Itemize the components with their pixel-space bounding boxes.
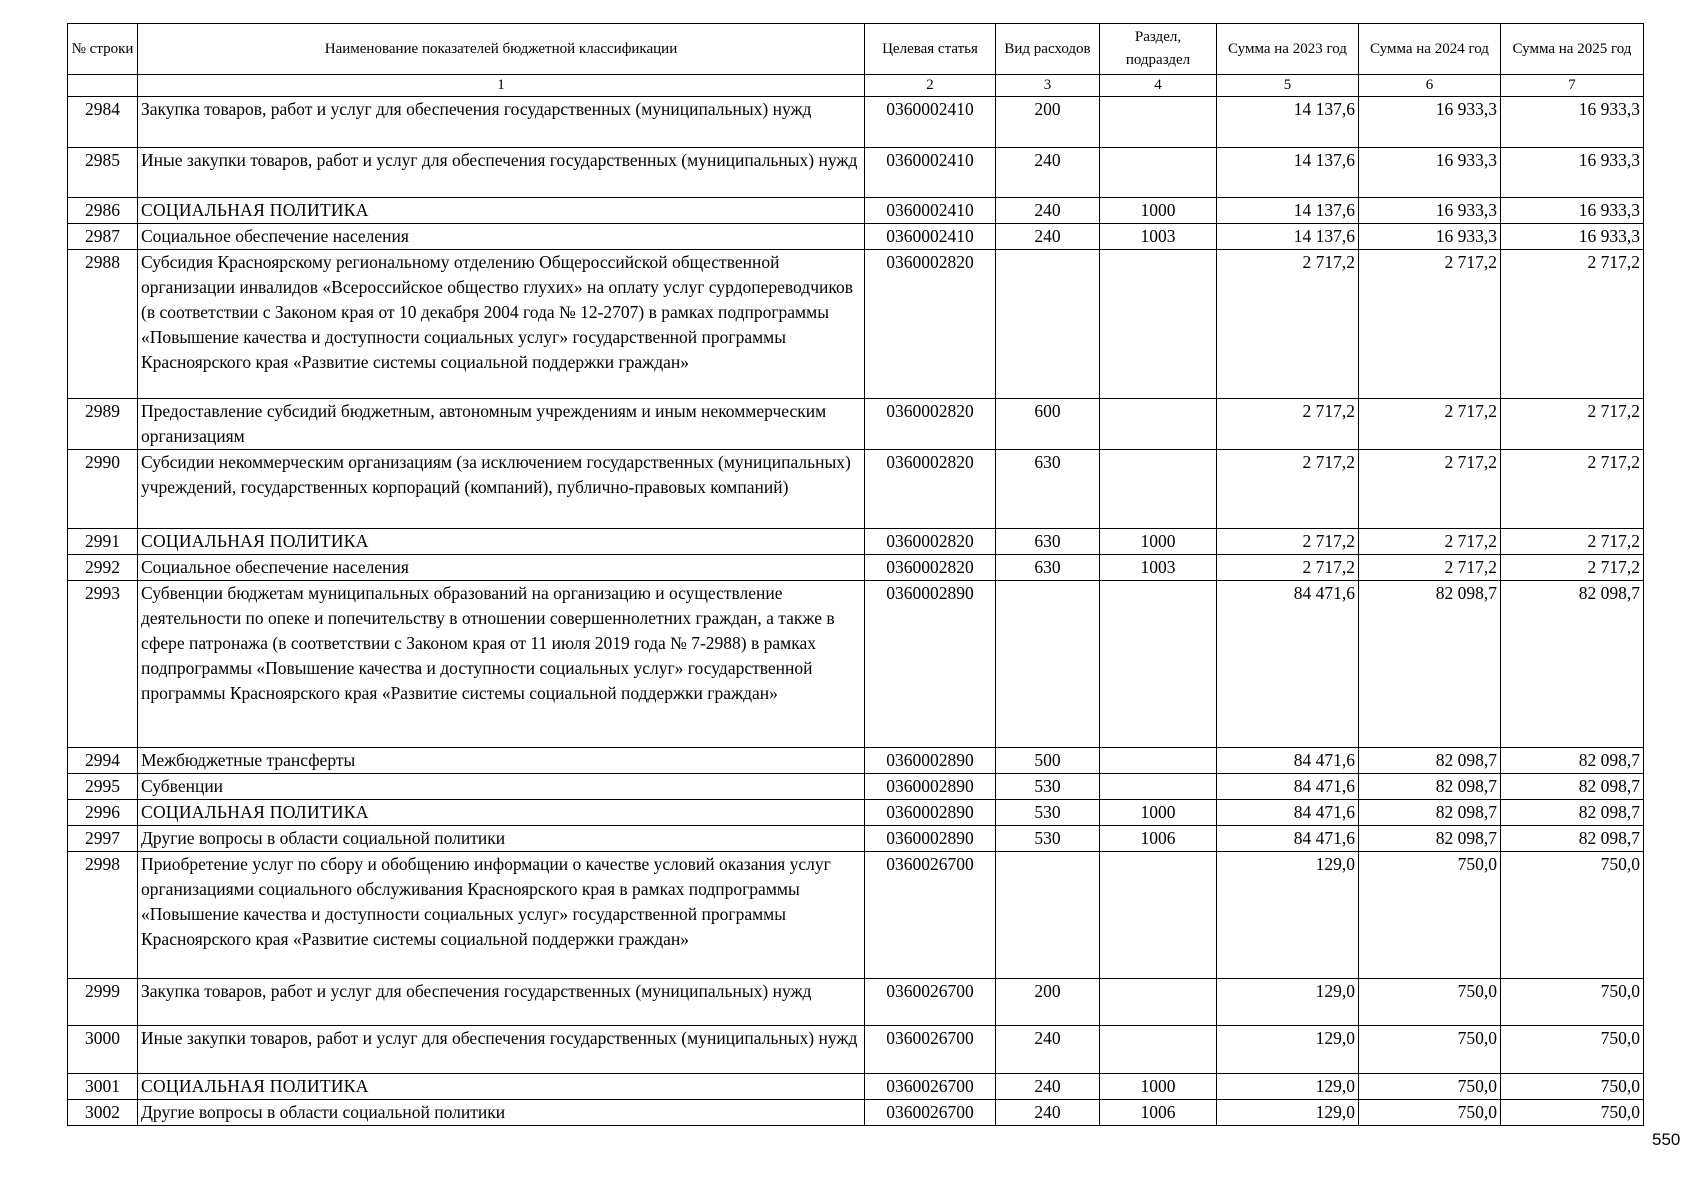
- sum-2023: 129,0: [1217, 1100, 1359, 1126]
- expense-kind: 240: [996, 224, 1100, 250]
- table-row: [68, 148, 1644, 198]
- section-code: [1100, 979, 1217, 1026]
- page-number: 550: [1652, 1130, 1681, 1149]
- sum-2024: 750,0: [1359, 1074, 1501, 1100]
- row-number: 2994: [68, 748, 138, 774]
- section-code: [1100, 450, 1217, 529]
- table-row: [68, 1074, 1644, 1100]
- header-kind: Вид расходов: [996, 24, 1100, 75]
- sum-2023: 129,0: [1217, 1074, 1359, 1100]
- target-article: 0360002890: [865, 800, 996, 826]
- target-article: 0360002890: [865, 581, 996, 748]
- sum-2025: 750,0: [1501, 979, 1644, 1026]
- row-number: 2990: [68, 450, 138, 529]
- expense-kind: 240: [996, 1100, 1100, 1126]
- sum-2025: 82 098,7: [1501, 800, 1644, 826]
- target-article: 0360002410: [865, 198, 996, 224]
- indicator-name: Иные закупки товаров, работ и услуг для обеспечения государственных (муниципальных) нужд: [138, 1026, 865, 1074]
- sum-2025: 2 717,2: [1501, 250, 1644, 399]
- sum-2023: 14 137,6: [1217, 198, 1359, 224]
- indicator-name: СОЦИАЛЬНАЯ ПОЛИТИКА: [138, 529, 865, 555]
- section-code: [1100, 581, 1217, 748]
- column-number: 5: [1217, 75, 1359, 97]
- sum-2024: 2 717,2: [1359, 450, 1501, 529]
- target-article: 0360002410: [865, 148, 996, 198]
- expense-kind: 630: [996, 450, 1100, 529]
- sum-2025: 750,0: [1501, 1026, 1644, 1074]
- row-number: 2989: [68, 399, 138, 450]
- row-number: 2996: [68, 800, 138, 826]
- sum-2023: 84 471,6: [1217, 774, 1359, 800]
- indicator-name: Закупка товаров, работ и услуг для обеспечения государственных (муниципальных) нужд: [138, 97, 865, 148]
- indicator-name: Другие вопросы в области социальной политики: [138, 1100, 865, 1126]
- sum-2024: 82 098,7: [1359, 581, 1501, 748]
- section-code: 1000: [1100, 198, 1217, 224]
- expense-kind: [996, 852, 1100, 979]
- table-row: [68, 250, 1644, 399]
- column-number: 1: [138, 75, 865, 97]
- table-row: [68, 1026, 1644, 1074]
- sum-2023: 129,0: [1217, 1026, 1359, 1074]
- row-number: 2998: [68, 852, 138, 979]
- row-number: 2984: [68, 97, 138, 148]
- sum-2025: 16 933,3: [1501, 198, 1644, 224]
- target-article: 0360002890: [865, 826, 996, 852]
- sum-2024: 750,0: [1359, 852, 1501, 979]
- table-row: [68, 1100, 1644, 1126]
- target-article: 0360002820: [865, 250, 996, 399]
- row-number: 2993: [68, 581, 138, 748]
- sum-2024: 16 933,3: [1359, 97, 1501, 148]
- table-row: [68, 399, 1644, 450]
- section-code: 1003: [1100, 224, 1217, 250]
- sum-2023: 84 471,6: [1217, 826, 1359, 852]
- target-article: 0360002820: [865, 399, 996, 450]
- sum-2023: 2 717,2: [1217, 555, 1359, 581]
- table-row: [68, 800, 1644, 826]
- sum-2024: 2 717,2: [1359, 555, 1501, 581]
- sum-2024: 750,0: [1359, 1026, 1501, 1074]
- target-article: 0360026700: [865, 1100, 996, 1126]
- expense-kind: 530: [996, 774, 1100, 800]
- section-code: 1000: [1100, 800, 1217, 826]
- row-number: 2991: [68, 529, 138, 555]
- section-code: [1100, 399, 1217, 450]
- expense-kind: 200: [996, 979, 1100, 1026]
- sum-2024: 82 098,7: [1359, 800, 1501, 826]
- indicator-name: Межбюджетные трансферты: [138, 748, 865, 774]
- sum-2024: 16 933,3: [1359, 198, 1501, 224]
- sum-2025: 750,0: [1501, 1074, 1644, 1100]
- table-row: [68, 774, 1644, 800]
- row-number: 3000: [68, 1026, 138, 1074]
- table-row: [68, 852, 1644, 979]
- sum-2024: 2 717,2: [1359, 529, 1501, 555]
- target-article: 0360002410: [865, 97, 996, 148]
- expense-kind: 200: [996, 97, 1100, 148]
- column-number: 3: [996, 75, 1100, 97]
- row-number: 2992: [68, 555, 138, 581]
- indicator-name: Приобретение услуг по сбору и обобщению информации о качестве условий оказания услуг организациями социального обслуживания Красноярского края в рамках подпрограммы «Повышение качества и доступности социальных услуг» государственной программы Красноярского края «Развитие системы социальной поддержки граждан»: [138, 852, 865, 979]
- section-code: [1100, 748, 1217, 774]
- table-row: [68, 224, 1644, 250]
- header-name: Наименование показателей бюджетной классификации: [138, 24, 865, 75]
- section-code: [1100, 97, 1217, 148]
- sum-2024: 82 098,7: [1359, 748, 1501, 774]
- sum-2025: 16 933,3: [1501, 224, 1644, 250]
- header-section: Раздел, подраздел: [1100, 24, 1217, 75]
- expense-kind: 240: [996, 148, 1100, 198]
- section-code: 1000: [1100, 529, 1217, 555]
- expense-kind: 600: [996, 399, 1100, 450]
- table-row: [68, 97, 1644, 148]
- column-number: 7: [1501, 75, 1644, 97]
- sum-2024: 2 717,2: [1359, 250, 1501, 399]
- column-number: 4: [1100, 75, 1217, 97]
- sum-2023: 84 471,6: [1217, 581, 1359, 748]
- table-row: [68, 198, 1644, 224]
- row-number: 3001: [68, 1074, 138, 1100]
- sum-2023: 14 137,6: [1217, 224, 1359, 250]
- section-code: [1100, 1026, 1217, 1074]
- indicator-name: СОЦИАЛЬНАЯ ПОЛИТИКА: [138, 198, 865, 224]
- sum-2025: 82 098,7: [1501, 774, 1644, 800]
- indicator-name: Субвенции: [138, 774, 865, 800]
- column-number: [68, 75, 138, 97]
- section-code: [1100, 774, 1217, 800]
- section-code: 1003: [1100, 555, 1217, 581]
- header-sum-2024: Сумма на 2024 год: [1359, 24, 1501, 75]
- sum-2023: 129,0: [1217, 852, 1359, 979]
- sum-2025: 2 717,2: [1501, 555, 1644, 581]
- sum-2024: 16 933,3: [1359, 148, 1501, 198]
- section-code: 1000: [1100, 1074, 1217, 1100]
- target-article: 0360026700: [865, 1074, 996, 1100]
- row-number: 2988: [68, 250, 138, 399]
- column-number: 2: [865, 75, 996, 97]
- header-target: Целевая статья: [865, 24, 996, 75]
- indicator-name: Другие вопросы в области социальной политики: [138, 826, 865, 852]
- section-code: [1100, 148, 1217, 198]
- table-row: [68, 748, 1644, 774]
- row-number: 2995: [68, 774, 138, 800]
- column-number-row: [68, 75, 1644, 97]
- sum-2024: 16 933,3: [1359, 224, 1501, 250]
- indicator-name: Субсидия Красноярскому региональному отделению Общероссийской общественной организации инвалидов «Всероссийское общество глухих» на оплату услуг сурдопереводчиков (в соответствии с Законом края от 10 декабря 2004 года № 12-2707) в рамках подпрограммы «Повышение качества и доступности социальных услуг» государственной программы Красноярского края «Развитие системы социальной поддержки граждан»: [138, 250, 865, 399]
- row-number: 2985: [68, 148, 138, 198]
- target-article: 0360026700: [865, 979, 996, 1026]
- section-code: 1006: [1100, 1100, 1217, 1126]
- indicator-name: СОЦИАЛЬНАЯ ПОЛИТИКА: [138, 800, 865, 826]
- header-sum-2023: Сумма на 2023 год: [1217, 24, 1359, 75]
- indicator-name: Субсидии некоммерческим организациям (за исключением государственных (муниципальных) учреждений, государственных корпораций (компаний), публично-правовых компаний): [138, 450, 865, 529]
- header-row: [68, 24, 1644, 75]
- section-code: 1006: [1100, 826, 1217, 852]
- indicator-name: Субвенции бюджетам муниципальных образований на организацию и осуществление деятельности по опеке и попечительству в отношении совершеннолетних граждан, а также в сфере патронажа (в соответствии с Законом края от 11 июля 2019 года № 7-2988) в рамках подпрограммы «Повышение качества и доступности социальных услуг» государственной программы Красноярского края «Развитие системы социальной поддержки граждан»: [138, 581, 865, 748]
- expense-kind: 630: [996, 529, 1100, 555]
- section-code: [1100, 852, 1217, 979]
- sum-2023: 14 137,6: [1217, 97, 1359, 148]
- table-row: [68, 555, 1644, 581]
- sum-2025: 2 717,2: [1501, 529, 1644, 555]
- sum-2025: 750,0: [1501, 1100, 1644, 1126]
- section-code: [1100, 250, 1217, 399]
- sum-2025: 2 717,2: [1501, 399, 1644, 450]
- expense-kind: 240: [996, 1074, 1100, 1100]
- sum-2025: 82 098,7: [1501, 748, 1644, 774]
- sum-2023: 2 717,2: [1217, 250, 1359, 399]
- indicator-name: Иные закупки товаров, работ и услуг для обеспечения государственных (муниципальных) нужд: [138, 148, 865, 198]
- sum-2024: 2 717,2: [1359, 399, 1501, 450]
- row-number: 2986: [68, 198, 138, 224]
- row-number: 2997: [68, 826, 138, 852]
- table-row: [68, 979, 1644, 1026]
- target-article: 0360002410: [865, 224, 996, 250]
- target-article: 0360002820: [865, 529, 996, 555]
- target-article: 0360026700: [865, 1026, 996, 1074]
- sum-2023: 14 137,6: [1217, 148, 1359, 198]
- header-row-no: № строки: [68, 24, 138, 75]
- table-row: [68, 826, 1644, 852]
- sum-2023: 84 471,6: [1217, 800, 1359, 826]
- sum-2024: 82 098,7: [1359, 826, 1501, 852]
- header-sum-2025: Сумма на 2025 год: [1501, 24, 1644, 75]
- row-number: 2999: [68, 979, 138, 1026]
- table-row: [68, 529, 1644, 555]
- sum-2025: 82 098,7: [1501, 581, 1644, 748]
- target-article: 0360002820: [865, 555, 996, 581]
- table-body: [68, 97, 1644, 1126]
- expense-kind: [996, 581, 1100, 748]
- indicator-name: СОЦИАЛЬНАЯ ПОЛИТИКА: [138, 1074, 865, 1100]
- sum-2025: 82 098,7: [1501, 826, 1644, 852]
- expense-kind: 630: [996, 555, 1100, 581]
- indicator-name: Социальное обеспечение населения: [138, 224, 865, 250]
- row-number: 2987: [68, 224, 138, 250]
- budget-table: [67, 23, 1644, 1126]
- sum-2024: 750,0: [1359, 1100, 1501, 1126]
- sum-2024: 750,0: [1359, 979, 1501, 1026]
- sum-2023: 2 717,2: [1217, 450, 1359, 529]
- expense-kind: 530: [996, 800, 1100, 826]
- row-number: 3002: [68, 1100, 138, 1126]
- target-article: 0360002890: [865, 774, 996, 800]
- target-article: 0360002890: [865, 748, 996, 774]
- column-number: 6: [1359, 75, 1501, 97]
- expense-kind: 530: [996, 826, 1100, 852]
- target-article: 0360026700: [865, 852, 996, 979]
- sum-2023: 2 717,2: [1217, 529, 1359, 555]
- sum-2024: 82 098,7: [1359, 774, 1501, 800]
- sum-2023: 129,0: [1217, 979, 1359, 1026]
- indicator-name: Закупка товаров, работ и услуг для обеспечения государственных (муниципальных) нужд: [138, 979, 865, 1026]
- expense-kind: 500: [996, 748, 1100, 774]
- sum-2025: 16 933,3: [1501, 148, 1644, 198]
- sum-2025: 16 933,3: [1501, 97, 1644, 148]
- indicator-name: Социальное обеспечение населения: [138, 555, 865, 581]
- expense-kind: 240: [996, 198, 1100, 224]
- table-row: [68, 450, 1644, 529]
- expense-kind: 240: [996, 1026, 1100, 1074]
- expense-kind: [996, 250, 1100, 399]
- sum-2025: 750,0: [1501, 852, 1644, 979]
- indicator-name: Предоставление субсидий бюджетным, автономным учреждениям и иным некоммерческим организациям: [138, 399, 865, 450]
- target-article: 0360002820: [865, 450, 996, 529]
- sum-2023: 2 717,2: [1217, 399, 1359, 450]
- sum-2023: 84 471,6: [1217, 748, 1359, 774]
- sum-2025: 2 717,2: [1501, 450, 1644, 529]
- table-row: [68, 581, 1644, 748]
